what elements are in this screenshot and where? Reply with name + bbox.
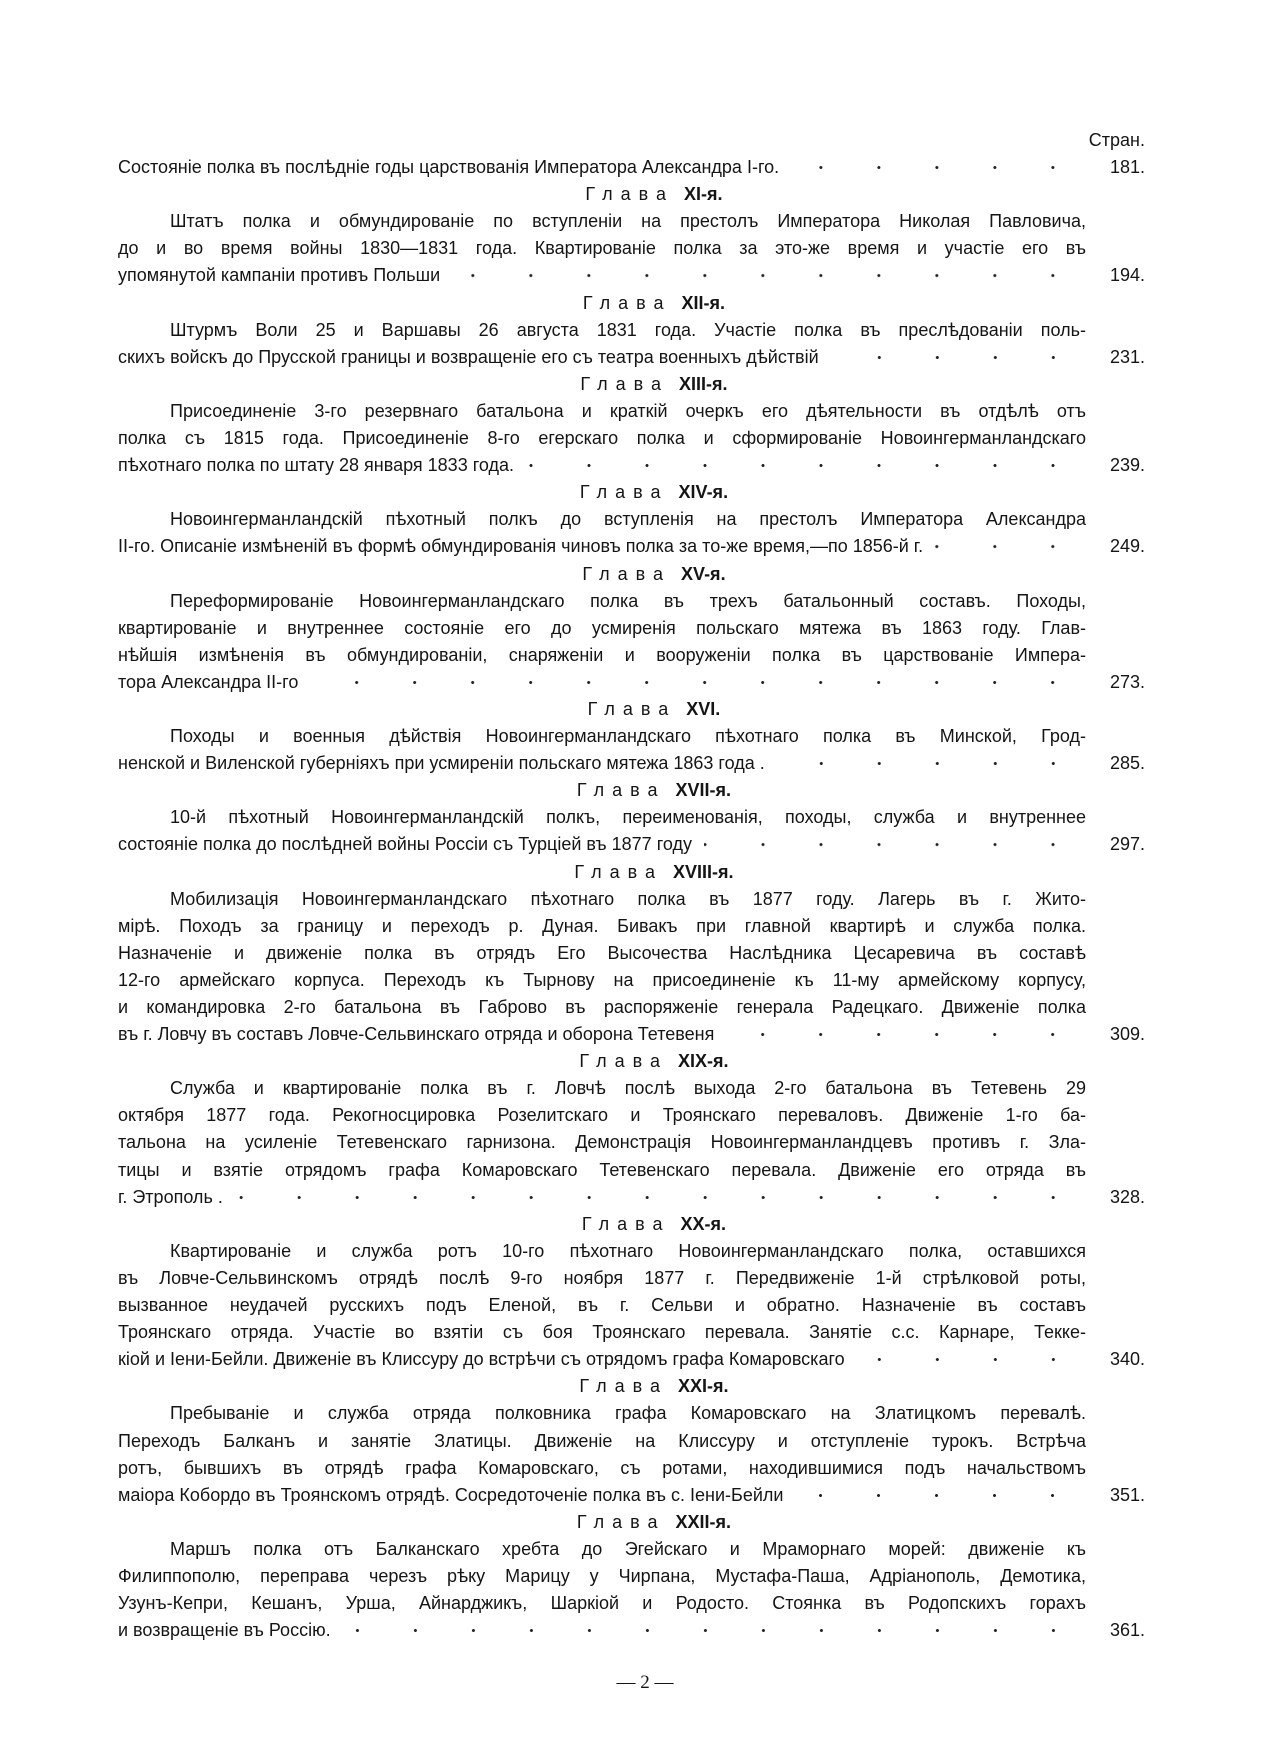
toc-entry-line: [118, 1617, 1145, 1644]
entry-text: Присоединеніе 3-го резервнаго батальона и краткій очеркъ его дѣятельности въ отдѣлѣ отъ: [170, 400, 1086, 421]
entry-text: нѣйшія измѣненія въ обмундированіи, снаряженіи и вооруженіи полка въ царствованіе Импера-: [118, 644, 1086, 665]
entry-text: до и во время войны 1830—1831 года. Квартированіе полка за это-же время и участіе его въ: [118, 238, 1086, 259]
entry-text: мірѣ. Походъ за границу и переходъ р. Дуная. Бивакъ при главной квартирѣ и служба полка.: [118, 915, 1086, 936]
entry-text: Походы и военныя дѣйствія Новоингерманландскаго пѣхотнаго полка въ Минской, Грод-: [170, 726, 1086, 747]
dot-leader: [857, 1346, 1086, 1373]
entry-text: г. Этрополь .: [118, 1186, 223, 1207]
chapter-label: Глава: [579, 1051, 669, 1072]
entry-text-wrap: [118, 1346, 1086, 1373]
page-number: [1086, 913, 1145, 940]
toc-entry-line: [118, 1563, 1145, 1590]
page-number: [1086, 967, 1145, 994]
chapter-number: XII-я.: [681, 292, 726, 313]
chapter-label: Глава: [585, 184, 675, 205]
entry-text: Квартированіе и служба ротъ 10-го пѣхотнаго Новоингерманландскаго полка, оставшихся: [170, 1240, 1086, 1261]
chapter-number: XVII-я.: [675, 780, 732, 801]
chapter-heading: [118, 181, 1145, 208]
entry-text: Служба и квартированіе полка въ г. Ловчѣ послѣ выхода 2-го батальона въ Тетевень 29: [170, 1078, 1086, 1099]
entry-text-wrap: [118, 669, 1086, 696]
chapter-number: XVI.: [686, 698, 721, 719]
chapter-heading: [118, 561, 1145, 588]
entry-text-wrap: [118, 886, 1086, 913]
entry-text-wrap: [118, 344, 1086, 371]
page-number: [1086, 506, 1145, 533]
page-number: 309.: [1109, 1024, 1145, 1045]
page-number: [1086, 886, 1145, 913]
page-number: [1086, 1400, 1145, 1427]
entry-text-wrap: [118, 1482, 1086, 1509]
entry-text: и командировка 2-го батальона въ Габрово въ распоряженіе генерала Радецкаго. Движеніе полка: [118, 997, 1086, 1017]
entry-text-wrap: [118, 1400, 1086, 1427]
page-number: [1086, 317, 1145, 344]
chapter-heading: [118, 290, 1145, 317]
entry-text: Пребываніе и служба отряда полковника графа Комаровскаго на Златицкомъ перевалѣ.: [170, 1403, 1086, 1424]
toc-entry-line: [118, 750, 1145, 777]
chapter-heading: [118, 1509, 1145, 1536]
page-number: [1086, 1455, 1145, 1482]
entry-text-wrap: [118, 940, 1086, 967]
toc-entry-line: [118, 967, 1145, 994]
entry-text-wrap: [118, 1617, 1086, 1644]
chapter-number: XIV-я.: [678, 482, 729, 503]
chapter-heading: [118, 1211, 1145, 1238]
dot-leader: [791, 154, 1086, 181]
entry-text: Переформированіе Новоингерманландскаго полка въ трехъ батальонный составъ. Походы,: [170, 590, 1086, 611]
entry-text: ротъ, бывшихъ въ отрядѣ графа Комаровскаго, съ ротами, находившимися подъ начальствомъ: [118, 1457, 1086, 1478]
toc-entry-line: [118, 235, 1145, 262]
chapter-heading: [118, 1373, 1145, 1400]
entry-text: состояніе полка до послѣдней войны Россіи съ Турціей въ 1877 году: [118, 834, 692, 855]
chapter-label: Глава: [576, 1511, 666, 1532]
toc-entry-line: [118, 886, 1145, 913]
entry-text-wrap: [118, 1563, 1086, 1590]
entry-text: упомянутой кампаніи противъ Польши: [118, 265, 441, 286]
toc-entry-line: [118, 1292, 1145, 1319]
page-number: 285.: [1109, 753, 1145, 774]
entry-text-wrap: [118, 317, 1086, 344]
entry-text-wrap: [118, 398, 1086, 425]
page-footer-number: — 2 —: [616, 1672, 674, 1693]
page-number: [1086, 1292, 1145, 1319]
entry-text: маіора Кобордо въ Троянскомъ отрядѣ. Сосредоточеніе полка въ с. Іени-Бейли: [118, 1484, 784, 1505]
entry-text: вызванное неудачей русскихъ подъ Еленой, въ г. Сельви и обратно. Назначеніе въ составъ: [118, 1295, 1086, 1316]
page-number: [1086, 1428, 1145, 1455]
toc-entry-line: [118, 1455, 1145, 1482]
page-number: [1086, 1238, 1145, 1265]
page-number: 351.: [1109, 1484, 1145, 1505]
page-number: [1086, 588, 1145, 615]
entry-text: Филиппополю, переправа черезъ рѣку Марицу у Чирпана, Мустафа-Паша, Адріанополь, Демотика,: [118, 1565, 1086, 1586]
entry-text: Узунъ-Кепри, Кешанъ, Урша, Айнарджикъ, Шаркіой и Родосто. Стоянка въ Родопскихъ горахъ: [118, 1593, 1086, 1614]
entry-text: ненской и Виленской губерніяхъ при усмиреніи польскаго мятежа 1863 года .: [118, 753, 765, 774]
toc-entry-line: [118, 533, 1145, 560]
page-number: [1086, 1102, 1145, 1129]
entry-text-wrap: [118, 1265, 1086, 1292]
toc-entry-line: [118, 588, 1145, 615]
toc-entry-line: [118, 1319, 1145, 1346]
entry-text: Переходъ Балканъ и занятіе Златицы. Движеніе на Клиссуру и отступленіе турокъ. Встрѣча: [118, 1430, 1086, 1451]
page-number: [1086, 940, 1145, 967]
page-number: 239.: [1109, 455, 1145, 476]
page-number: [1086, 615, 1145, 642]
page-number: [1086, 1129, 1145, 1156]
entry-text-wrap: [118, 1319, 1086, 1346]
toc-entry-line: [118, 398, 1145, 425]
chapter-heading: [118, 479, 1145, 506]
entry-text: квартированіе и внутреннее состояніе его до усмиренія польскаго мятежа въ 1863 году. Глав-: [118, 617, 1086, 638]
entry-text-wrap: [118, 1238, 1086, 1265]
entry-text: II-го. Описаніе измѣненій въ формѣ обмундированія чиновъ полка за то-же время,—по 1856-й г.: [118, 536, 924, 557]
page-number: [1086, 208, 1145, 235]
entry-text: тальона на усиленіе Тетевенскаго гарнизона. Демонстрація Новоингерманландцевъ противъ г. Зла-: [118, 1132, 1086, 1153]
table-of-contents: [118, 127, 1145, 1644]
entry-text-wrap: [118, 1590, 1086, 1617]
entry-text-wrap: [118, 831, 1086, 858]
toc-entry-line: [118, 208, 1145, 235]
entry-text-wrap: [118, 533, 1086, 560]
chapter-heading: [118, 859, 1145, 886]
chapter-number: XI-я.: [684, 184, 723, 205]
entry-text: кіой и Іени-Бейли. Движеніе въ Клиссуру до встрѣчи съ отрядомъ графа Комаровскаго: [118, 1349, 845, 1370]
toc-entry-line: [118, 831, 1145, 858]
toc-entry-line: [118, 1157, 1145, 1184]
toc-entry-line: [118, 1346, 1145, 1373]
entry-text: и возвращеніе въ Россію.: [118, 1620, 331, 1641]
entry-text-wrap: [118, 913, 1086, 940]
toc-entry-line: [118, 1428, 1145, 1455]
page-number: 231.: [1109, 346, 1145, 367]
page-number: 249.: [1109, 536, 1145, 557]
chapter-heading: [118, 777, 1145, 804]
chapter-number: XVIII-я.: [673, 861, 734, 882]
chapter-label: Глава: [580, 373, 670, 394]
toc-entry-line: [118, 1482, 1145, 1509]
entry-text-wrap: [118, 750, 1086, 777]
entry-text: Штурмъ Воли 25 и Варшавы 26 августа 1831 года. Участіе полка въ преслѣдованіи поль-: [170, 319, 1086, 340]
entry-text-wrap: [118, 235, 1086, 262]
entry-text-wrap: [118, 262, 1086, 289]
page-number: 361.: [1109, 1620, 1145, 1641]
pages-label: Стран.: [1088, 130, 1145, 150]
entry-text-wrap: [118, 1292, 1086, 1319]
entry-text-wrap: [118, 1157, 1086, 1184]
entry-text-wrap: [118, 994, 1086, 1021]
page-number: [1086, 994, 1145, 1021]
chapter-heading: [118, 371, 1145, 398]
page-number: [1086, 1157, 1145, 1184]
page-number: [1086, 642, 1145, 669]
entry-text: въ г. Ловчу въ составъ Ловче-Сельвинскаго отряда и оборона Тетевеня: [118, 1024, 715, 1045]
dot-leader: [704, 831, 1086, 858]
toc-entry-line: [118, 669, 1145, 696]
entry-text: скихъ войскъ до Прусской границы и возвращеніе его съ театра военныхъ дѣйствій: [118, 346, 819, 367]
entry-text-wrap: [118, 154, 1086, 181]
page-number: [1086, 235, 1145, 262]
entry-text: тора Александра II-го: [118, 671, 299, 692]
chapter-label: Глава: [582, 292, 672, 313]
toc-entry-line: [118, 1536, 1145, 1563]
page-number: [1086, 425, 1145, 452]
chapter-number: XIX-я.: [678, 1051, 729, 1072]
entry-text: Состояніе полка въ послѣдніе годы царствованія Императора Александра I-го.: [118, 157, 780, 178]
page-number: 181.: [1109, 157, 1145, 178]
toc-entry-line: [118, 913, 1145, 940]
chapter-number: XXII-я.: [675, 1511, 732, 1532]
entry-text-wrap: [118, 1075, 1086, 1102]
toc-entry-line: [118, 1400, 1145, 1427]
page-number: 328.: [1109, 1186, 1145, 1207]
toc-entry-line: [118, 1238, 1145, 1265]
entry-text-wrap: [118, 1536, 1086, 1563]
chapter-label: Глава: [574, 861, 664, 882]
page-number: 273.: [1109, 671, 1145, 692]
entry-text-wrap: [118, 208, 1086, 235]
entry-text-wrap: [118, 967, 1086, 994]
chapter-label: Глава: [587, 698, 677, 719]
chapter-heading: [118, 696, 1145, 723]
toc-entry-line: [118, 154, 1145, 181]
entry-text-wrap: [118, 615, 1086, 642]
entry-text-wrap: [118, 1129, 1086, 1156]
toc-entry-line: [118, 994, 1145, 1021]
entry-text-wrap: [118, 506, 1086, 533]
entry-text: Троянскаго отряда. Участіе во взятіи съ боя Троянскаго перевала. Занятіе с.с. Карнаре, Текке-: [118, 1322, 1086, 1343]
entry-text-wrap: [118, 1102, 1086, 1129]
chapter-label: Глава: [576, 780, 666, 801]
entry-text: октября 1877 года. Рекогносцировка Розелитскаго и Троянскаго переваловъ. Движеніе 1-го ба-: [118, 1105, 1086, 1126]
chapter-label: Глава: [579, 482, 669, 503]
toc-entry-line: [118, 804, 1145, 831]
entry-text-wrap: [118, 452, 1086, 479]
toc-entry-line: [118, 506, 1145, 533]
entry-text: Маршъ полка отъ Балканскаго хребта до Эгейскаго и Мраморнаго морей: движеніе къ: [170, 1538, 1086, 1559]
entry-text-wrap: [118, 1428, 1086, 1455]
toc-entry-line: [118, 615, 1145, 642]
toc-entry-line: [118, 344, 1145, 371]
toc-entry-line: [118, 1184, 1145, 1211]
page-number: 194.: [1109, 265, 1145, 286]
entry-text-wrap: [118, 1455, 1086, 1482]
entry-text-wrap: [118, 804, 1086, 831]
entry-text-wrap: [118, 425, 1086, 452]
page-number: [1086, 1563, 1145, 1590]
page-number: [1086, 1590, 1145, 1617]
toc-entry-line: [118, 1129, 1145, 1156]
page-number: [1086, 1319, 1145, 1346]
entry-text: 12-го армейскаго корпуса. Переходъ къ Тырнову на присоединеніе къ 11-му армейскому корпусу,: [118, 969, 1086, 990]
chapter-label: Глава: [581, 1213, 671, 1234]
page-number: [1086, 723, 1145, 750]
chapter-number: XXI-я.: [678, 1376, 729, 1397]
toc-entry-line: [118, 723, 1145, 750]
dot-leader: [777, 750, 1086, 777]
dot-leader: [343, 1617, 1086, 1644]
toc-entry-line: [118, 317, 1145, 344]
chapter-label: Глава: [582, 563, 672, 584]
toc-entry-line: [118, 1075, 1145, 1102]
pages-column-header: [118, 127, 1145, 154]
chapter-number: XV-я.: [681, 563, 726, 584]
page-number: [1086, 398, 1145, 425]
entry-text-wrap: [118, 723, 1086, 750]
dot-leader: [795, 1482, 1086, 1509]
toc-entry-line: [118, 425, 1145, 452]
entry-text-wrap: [118, 588, 1086, 615]
dot-leader: [526, 452, 1086, 479]
toc-entry-line: [118, 1265, 1145, 1292]
dot-leader: [831, 344, 1086, 371]
page-number: [1086, 804, 1145, 831]
toc-entry-line: [118, 262, 1145, 289]
toc-entry-line: [118, 1102, 1145, 1129]
entry-text: пѣхотнаго полка по штату 28 января 1833 года.: [118, 455, 514, 476]
page-number: [1086, 1536, 1145, 1563]
chapter-label: Глава: [579, 1376, 669, 1397]
toc-entry-line: [118, 452, 1145, 479]
page-number: [1086, 1075, 1145, 1102]
toc-entry-line: [118, 642, 1145, 669]
entry-text-wrap: [118, 1184, 1086, 1211]
page-number: 340.: [1109, 1349, 1145, 1370]
entry-text: полка съ 1815 года. Присоединеніе 8-го егерскаго полка и сформированіе Новоингерманландскаго: [118, 428, 1086, 449]
dot-leader: [726, 1021, 1086, 1048]
page-number: [1086, 1265, 1145, 1292]
entry-text: 10-й пѣхотный Новоингерманландскій полкъ, переименованія, походы, служба и внутреннее: [170, 807, 1086, 828]
dot-leader: [935, 533, 1086, 560]
entry-text: Новоингерманландскій пѣхотный полкъ до вступленія на престолъ Императора Александра: [170, 509, 1086, 530]
toc-entry-line: [118, 940, 1145, 967]
entry-text: Мобилизація Новоингерманландскаго пѣхотнаго полка въ 1877 году. Лагерь въ г. Жито-: [170, 888, 1086, 909]
chapter-heading: [118, 1048, 1145, 1075]
chapter-number: XIII-я.: [679, 373, 728, 394]
chapter-number: XX-я.: [680, 1213, 727, 1234]
entry-text: Назначеніе и движеніе полка въ отрядъ Его Высочества Наслѣдника Цесаревича въ составѣ: [118, 942, 1086, 963]
entry-text-wrap: [118, 1021, 1086, 1048]
entry-text: въ Ловче-Сельвинскомъ отрядѣ послѣ 9-го ноября 1877 г. Передвиженіе 1-й стрѣлковой роты,: [118, 1267, 1086, 1288]
entry-text-wrap: [118, 642, 1086, 669]
entry-text: тицы и взятіе отрядомъ графа Комаровскаго Тетевенскаго перевала. Движеніе его отряда въ: [118, 1159, 1086, 1180]
dot-leader: [452, 262, 1086, 289]
dot-leader: [235, 1184, 1086, 1211]
dot-leader: [310, 669, 1086, 696]
toc-entry-line: [118, 1590, 1145, 1617]
page-number: 297.: [1109, 834, 1145, 855]
toc-entry-line: [118, 1021, 1145, 1048]
entry-text: Штатъ полка и обмундированіе по вступленіи на престолъ Императора Николая Павловича,: [170, 211, 1086, 232]
